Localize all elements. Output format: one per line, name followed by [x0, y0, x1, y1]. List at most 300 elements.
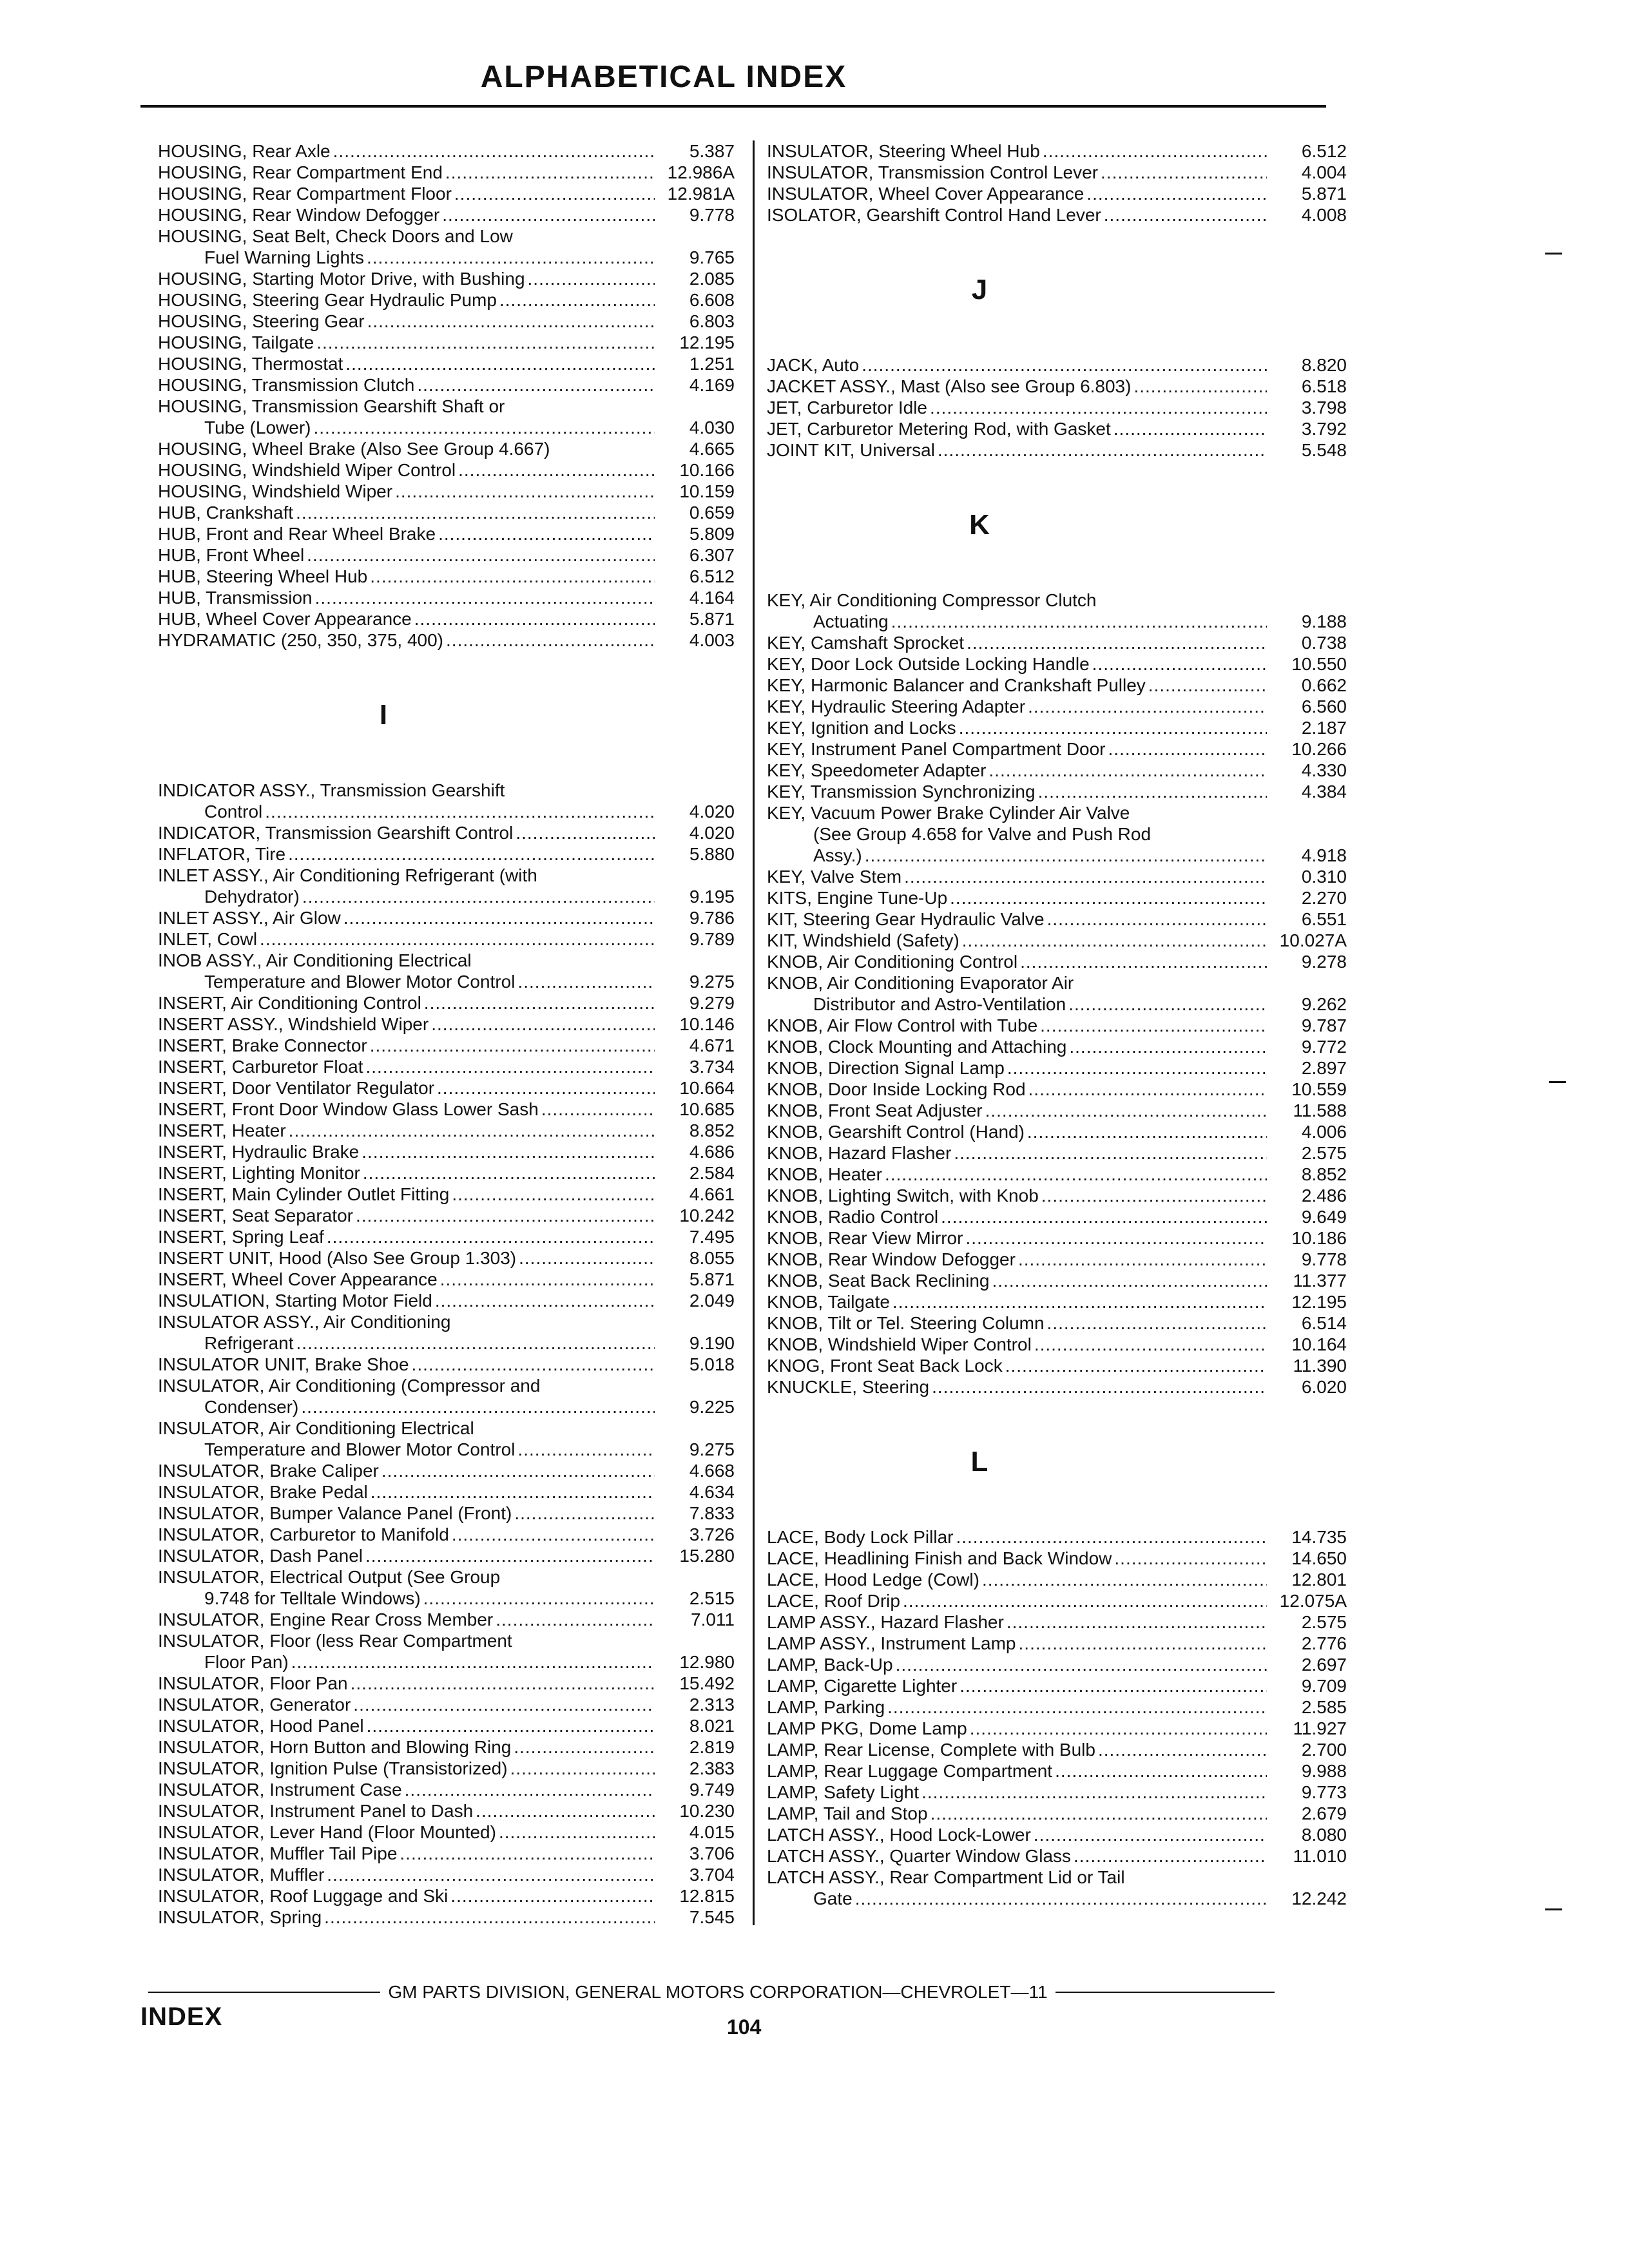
- entry-name: INSERT, Hydraulic Brake: [158, 1142, 360, 1162]
- entry-page-ref: 10.559: [1291, 1079, 1347, 1099]
- entry-page-ref: 4.661: [689, 1184, 735, 1204]
- index-entry: [767, 908, 1347, 930]
- entry-page-ref: 10.146: [679, 1014, 735, 1034]
- index-entry: [158, 1885, 735, 1907]
- dot-leader: [367, 311, 655, 332]
- index-entry: [767, 439, 1347, 461]
- dot-leader: [356, 1205, 655, 1226]
- index-entry: [158, 1375, 735, 1396]
- dot-leader: [499, 289, 655, 311]
- entry-page-ref: 6.518: [1301, 376, 1347, 396]
- dot-leader: [1086, 183, 1267, 204]
- dot-leader: [1047, 908, 1267, 930]
- entry-name: Refrigerant: [204, 1333, 294, 1353]
- index-column-right: [767, 140, 1350, 1909]
- index-entry: [158, 162, 735, 183]
- entry-name: Assy.): [813, 845, 862, 865]
- entry-name: INSULATION, Starting Motor Field: [158, 1291, 432, 1311]
- index-entry: [158, 523, 735, 544]
- entry-page-ref: 12.195: [679, 332, 735, 352]
- entry-page-ref: 12.242: [1291, 1888, 1347, 1908]
- index-entry: [158, 247, 735, 268]
- entry-page-ref: 9.765: [689, 247, 735, 267]
- entry-page-ref: 9.278: [1301, 952, 1347, 972]
- entry-page-ref: 10.664: [679, 1078, 735, 1098]
- entry-page-ref: 2.270: [1301, 888, 1347, 908]
- index-entry: [767, 1355, 1347, 1376]
- index-entry: [158, 1332, 735, 1354]
- entry-page-ref: 9.649: [1301, 1207, 1347, 1227]
- index-entry: [158, 417, 735, 438]
- entry-name: KNOB, Clock Mounting and Attaching: [767, 1037, 1067, 1057]
- entry-name: INSERT, Lighting Monitor: [158, 1163, 360, 1183]
- entry-page-ref: 9.188: [1301, 611, 1347, 631]
- index-entry: [158, 1524, 735, 1545]
- index-entry: [767, 1590, 1347, 1611]
- dot-leader: [959, 1675, 1267, 1696]
- entry-name: INSULATOR, Muffler Tail Pipe: [158, 1843, 398, 1863]
- entry-page-ref: 10.186: [1291, 1228, 1347, 1248]
- entry-page-ref: 10.027A: [1279, 930, 1347, 950]
- entry-page-ref: 6.512: [689, 566, 735, 586]
- index-entry: [158, 1609, 735, 1630]
- dot-leader: [865, 845, 1267, 866]
- entry-page-ref: 4.004: [1301, 162, 1347, 182]
- entry-page-ref: 3.734: [689, 1057, 735, 1077]
- entry-name: KEY, Valve Stem: [767, 867, 902, 887]
- dot-leader: [452, 1524, 655, 1545]
- margin-mark: [1549, 1081, 1566, 1083]
- entry-name: LAMP, Back-Up: [767, 1655, 893, 1675]
- entry-page-ref: 5.880: [689, 844, 735, 864]
- index-entry: [767, 1845, 1347, 1867]
- index-entry: [767, 397, 1347, 418]
- entry-name: LAMP, Cigarette Lighter: [767, 1676, 958, 1696]
- entry-name: KNOB, Direction Signal Lamp: [767, 1058, 1005, 1078]
- entry-name: Condenser): [204, 1397, 299, 1417]
- index-entry: [767, 1079, 1347, 1100]
- entry-page-ref: 2.575: [1301, 1143, 1347, 1163]
- index-entry: [158, 801, 735, 822]
- index-entry: [767, 1782, 1347, 1803]
- dot-leader: [435, 1290, 655, 1311]
- dot-leader: [855, 1888, 1267, 1909]
- entry-name: INSULATOR, Air Conditioning (Compressor and: [158, 1376, 541, 1396]
- entry-name: HOUSING, Transmission Gearshift Shaft or: [158, 396, 505, 416]
- entry-name: HOUSING, Seat Belt, Check Doors and Low: [158, 226, 513, 246]
- index-entry: [158, 1758, 735, 1779]
- dot-leader: [959, 717, 1267, 738]
- index-entry: [158, 481, 735, 502]
- entry-page-ref: 6.608: [689, 290, 735, 310]
- dot-leader: [988, 760, 1267, 781]
- entry-page-ref: 9.195: [689, 887, 735, 907]
- index-entry: [158, 332, 735, 353]
- dot-leader: [1028, 696, 1267, 717]
- entry-name: LAMP PKG, Dome Lamp: [767, 1718, 967, 1738]
- dot-leader: [291, 1651, 655, 1673]
- entry-page-ref: 8.852: [1301, 1164, 1347, 1184]
- index-entry: [767, 1334, 1347, 1355]
- index-entry: [158, 843, 735, 865]
- dot-leader: [405, 1779, 655, 1800]
- dot-leader: [970, 1718, 1267, 1739]
- entry-name: HOUSING, Transmission Clutch: [158, 375, 415, 395]
- index-entry: [767, 162, 1347, 183]
- index-entry: [767, 1164, 1347, 1185]
- entry-page-ref: 4.006: [1301, 1122, 1347, 1142]
- dot-leader: [458, 459, 655, 481]
- entry-name: KNOB, Door Inside Locking Rod: [767, 1079, 1026, 1099]
- entry-page-ref: 9.190: [689, 1333, 735, 1353]
- index-entry: [767, 675, 1347, 696]
- dot-leader: [903, 1590, 1267, 1611]
- dot-leader: [442, 204, 655, 226]
- index-entry: [767, 140, 1347, 162]
- entry-name: INDICATOR, Transmission Gearshift Control: [158, 823, 514, 843]
- index-entry: [158, 1141, 735, 1162]
- index-entry: [158, 608, 735, 629]
- dot-leader: [307, 544, 655, 566]
- dot-leader: [371, 1481, 655, 1503]
- entry-page-ref: 15.492: [679, 1673, 735, 1693]
- index-entry: [767, 951, 1347, 972]
- dot-leader: [954, 1142, 1267, 1164]
- entry-name: Distributor and Astro-Ventilation: [813, 994, 1066, 1014]
- dot-leader: [930, 397, 1267, 418]
- entry-name: KEY, Ignition and Locks: [767, 718, 956, 738]
- index-entry: [158, 1205, 735, 1226]
- entry-name: HOUSING, Steering Gear Hydraulic Pump: [158, 290, 497, 310]
- entry-name: INSERT UNIT, Hood (Also See Group 1.303): [158, 1248, 517, 1268]
- entry-page-ref: 11.377: [1293, 1271, 1347, 1291]
- index-entry: [158, 1290, 735, 1311]
- index-entry: [158, 780, 735, 801]
- dot-leader: [938, 439, 1267, 461]
- entry-page-ref: 0.310: [1301, 867, 1347, 887]
- index-entry: [767, 1270, 1347, 1291]
- index-entry: [158, 950, 735, 971]
- dot-leader: [1113, 418, 1267, 439]
- dot-leader: [431, 1014, 655, 1035]
- dot-leader: [887, 1696, 1267, 1718]
- index-column-left: [158, 140, 741, 1928]
- index-entry: [158, 226, 735, 247]
- index-entry: [158, 1056, 735, 1077]
- dot-leader: [528, 268, 655, 289]
- index-entry: [158, 992, 735, 1014]
- index-entry: [158, 971, 735, 992]
- footer-credit: [0, 1977, 1629, 2003]
- entry-page-ref: 6.803: [689, 311, 735, 331]
- entry-name: INLET ASSY., Air Glow: [158, 908, 341, 928]
- entry-page-ref: 5.018: [689, 1354, 735, 1374]
- dot-leader: [333, 140, 655, 162]
- dot-leader: [950, 887, 1267, 908]
- entry-name: LAMP, Safety Light: [767, 1782, 920, 1802]
- entry-name: INSULATOR, Steering Wheel Hub: [767, 141, 1040, 161]
- dot-leader: [891, 611, 1267, 632]
- entry-page-ref: 4.665: [689, 439, 735, 459]
- index-entry: [767, 1100, 1347, 1121]
- dot-leader: [1104, 204, 1267, 226]
- index-entry: [767, 696, 1347, 717]
- index-entry: [158, 1651, 735, 1673]
- entry-page-ref: 7.545: [689, 1907, 735, 1927]
- index-entry: [158, 1077, 735, 1099]
- entry-name: INSERT, Brake Connector: [158, 1035, 367, 1055]
- entry-name: HOUSING, Windshield Wiper: [158, 481, 393, 501]
- dot-leader: [921, 1782, 1267, 1803]
- entry-name: (See Group 4.658 for Valve and Push Rod: [813, 824, 1152, 844]
- entry-name: KEY, Speedometer Adapter: [767, 760, 987, 780]
- entry-name: KNOB, Seat Back Reclining: [767, 1271, 990, 1291]
- dot-leader: [1007, 1611, 1267, 1633]
- entry-name: INDICATOR ASSY., Transmission Gearshift: [158, 780, 505, 800]
- entry-page-ref: 4.169: [689, 375, 735, 395]
- dot-leader: [1019, 1633, 1267, 1654]
- index-entry: [767, 717, 1347, 738]
- index-entry: [767, 1548, 1347, 1569]
- dot-leader: [1007, 1057, 1267, 1079]
- entry-page-ref: 10.166: [679, 460, 735, 480]
- entry-name: Temperature and Blower Motor Control: [204, 1439, 516, 1459]
- dot-leader: [365, 1545, 655, 1566]
- dot-leader: [956, 1526, 1267, 1548]
- index-entry: [158, 1673, 735, 1694]
- entry-page-ref: 3.706: [689, 1843, 735, 1863]
- entry-name: INSERT, Heater: [158, 1120, 286, 1140]
- dot-leader: [896, 1654, 1267, 1675]
- dot-leader: [302, 886, 655, 907]
- index-entry: [767, 590, 1347, 611]
- entry-name: HOUSING, Tailgate: [158, 332, 314, 352]
- dot-leader: [296, 1332, 655, 1354]
- entry-page-ref: 2.187: [1301, 718, 1347, 738]
- dot-leader: [327, 1226, 655, 1247]
- entry-page-ref: 8.820: [1301, 355, 1347, 375]
- entry-name: KITS, Engine Tune-Up: [767, 888, 948, 908]
- entry-name: HOUSING, Windshield Wiper Control: [158, 460, 456, 480]
- entry-page-ref: 4.003: [689, 630, 735, 650]
- dot-leader: [301, 1396, 655, 1418]
- dot-leader: [930, 1803, 1267, 1824]
- entry-name: KEY, Harmonic Balancer and Crankshaft Pulley: [767, 675, 1146, 695]
- entry-name: HOUSING, Thermostat: [158, 354, 343, 374]
- footer-rule-left: [148, 1992, 380, 1993]
- entry-name: KNOB, Rear View Mirror: [767, 1228, 963, 1248]
- index-entry: [767, 845, 1347, 866]
- entry-name: INSULATOR, Brake Caliper: [158, 1461, 379, 1481]
- entry-page-ref: 9.786: [689, 908, 735, 928]
- dot-leader: [519, 1247, 655, 1269]
- dot-leader: [517, 1439, 655, 1460]
- entry-name: HOUSING, Rear Axle: [158, 141, 331, 161]
- index-entry: [767, 632, 1347, 653]
- entry-page-ref: 9.773: [1301, 1782, 1347, 1802]
- index-entry: [158, 1014, 735, 1035]
- index-entry: [158, 1715, 735, 1736]
- entry-page-ref: 6.307: [689, 545, 735, 565]
- dot-leader: [367, 1715, 655, 1736]
- dot-leader: [423, 1588, 655, 1609]
- entry-name: INSERT, Front Door Window Glass Lower Sash: [158, 1099, 539, 1119]
- entry-name: HUB, Wheel Cover Appearance: [158, 609, 412, 629]
- index-entry: [158, 289, 735, 311]
- entry-name: INSULATOR, Air Conditioning Electrical: [158, 1418, 474, 1438]
- index-entry: [767, 972, 1347, 994]
- index-entry: [158, 459, 735, 481]
- index-entry: [767, 802, 1347, 823]
- entry-page-ref: 9.279: [689, 993, 735, 1013]
- entry-name: Floor Pan): [204, 1652, 289, 1672]
- entry-name: HUB, Front Wheel: [158, 545, 305, 565]
- entry-name: LACE, Hood Ledge (Cowl): [767, 1570, 979, 1590]
- entry-page-ref: 9.275: [689, 1439, 735, 1459]
- entry-page-ref: 4.020: [689, 802, 735, 822]
- entry-page-ref: 12.986A: [667, 162, 735, 182]
- entry-page-ref: 12.801: [1291, 1570, 1347, 1590]
- dot-leader: [510, 1758, 655, 1779]
- entry-page-ref: 11.010: [1293, 1846, 1347, 1866]
- index-entry: [158, 1269, 735, 1290]
- entry-page-ref: 4.668: [689, 1461, 735, 1481]
- entry-name: KNOB, Rear Window Defogger: [767, 1249, 1016, 1269]
- dot-leader: [892, 1291, 1267, 1312]
- entry-name: HOUSING, Rear Compartment End: [158, 162, 443, 182]
- dot-leader: [260, 928, 655, 950]
- index-entry: [158, 438, 735, 459]
- entry-name: LAMP, Parking: [767, 1697, 885, 1717]
- entry-name: KNOB, Air Conditioning Evaporator Air: [767, 973, 1074, 993]
- entry-page-ref: 7.011: [691, 1610, 735, 1629]
- dot-leader: [1148, 675, 1267, 696]
- entry-page-ref: 9.262: [1301, 994, 1347, 1014]
- entry-name: HOUSING, Rear Window Defogger: [158, 205, 440, 225]
- entry-name: HOUSING, Steering Gear: [158, 311, 365, 331]
- index-entry: [158, 1099, 735, 1120]
- entry-name: LACE, Roof Drip: [767, 1591, 900, 1611]
- entry-page-ref: 3.792: [1301, 419, 1347, 439]
- index-entry: [158, 822, 735, 843]
- entry-name: INSERT, Seat Separator: [158, 1206, 353, 1225]
- index-entry: [767, 1291, 1347, 1312]
- index-entry: [767, 994, 1347, 1015]
- entry-page-ref: 15.280: [679, 1546, 735, 1566]
- dot-leader: [370, 566, 655, 587]
- entry-name: INSULATOR, Roof Luggage and Ski: [158, 1886, 448, 1906]
- entry-name: INSULATOR, Lever Hand (Floor Mounted): [158, 1822, 496, 1842]
- index-entry: [767, 1611, 1347, 1633]
- entry-page-ref: 9.787: [1301, 1015, 1347, 1035]
- entry-name: JET, Carburetor Metering Rod, with Gasket: [767, 419, 1111, 439]
- index-entry: [158, 1630, 735, 1651]
- entry-name: KEY, Door Lock Outside Locking Handle: [767, 654, 1090, 674]
- column-divider: [753, 140, 755, 1925]
- index-entry: [158, 1418, 735, 1439]
- entry-page-ref: 2.700: [1301, 1740, 1347, 1760]
- dot-leader: [992, 1270, 1268, 1291]
- entry-page-ref: 14.735: [1291, 1527, 1347, 1547]
- index-entry: [158, 268, 735, 289]
- index-entry: [767, 1824, 1347, 1845]
- entry-name: INSULATOR, Instrument Case: [158, 1780, 402, 1800]
- index-entry: [767, 1867, 1347, 1888]
- entry-name: KNOB, Gearshift Control (Hand): [767, 1122, 1025, 1142]
- entry-name: KNOB, Tilt or Tel. Steering Column: [767, 1313, 1045, 1333]
- entry-name: ISOLATOR, Gearshift Control Hand Lever: [767, 205, 1101, 225]
- entry-page-ref: 2.776: [1301, 1633, 1347, 1653]
- entry-name: 9.748 for Telltale Windows): [204, 1588, 421, 1608]
- dot-leader: [366, 1056, 655, 1077]
- entry-name: LAMP, Rear Luggage Compartment: [767, 1761, 1053, 1781]
- dot-leader: [1005, 1355, 1267, 1376]
- entry-page-ref: 9.778: [689, 205, 735, 225]
- entry-name: INSULATOR, Hood Panel: [158, 1716, 364, 1736]
- dot-leader: [499, 1821, 655, 1843]
- dot-leader: [982, 1569, 1267, 1590]
- entry-page-ref: 4.671: [689, 1035, 735, 1055]
- index-entry: [767, 1633, 1347, 1654]
- entry-name: LAMP ASSY., Hazard Flasher: [767, 1612, 1004, 1632]
- entry-page-ref: 8.080: [1301, 1825, 1347, 1845]
- entry-name: INSULATOR, Wheel Cover Appearance: [767, 184, 1084, 204]
- entry-name: INSULATOR, Generator: [158, 1695, 351, 1715]
- entry-page-ref: 4.015: [689, 1822, 735, 1842]
- dot-leader: [1020, 951, 1267, 972]
- dot-leader: [437, 1077, 655, 1099]
- dot-leader: [400, 1843, 655, 1864]
- index-entry: [767, 866, 1347, 887]
- dot-leader: [440, 1269, 655, 1290]
- index-entry: [158, 353, 735, 374]
- dot-leader: [351, 1673, 655, 1694]
- entry-name: JOINT KIT, Universal: [767, 440, 935, 460]
- entry-name: HOUSING, Rear Compartment Floor: [158, 184, 452, 204]
- entry-name: INSULATOR, Carburetor to Manifold: [158, 1524, 449, 1544]
- dot-leader: [1092, 653, 1267, 675]
- index-entry: [767, 1121, 1347, 1142]
- dot-leader: [1038, 781, 1267, 802]
- dot-leader: [367, 247, 655, 268]
- entry-page-ref: 12.195: [1291, 1292, 1347, 1312]
- index-entry: [158, 204, 735, 226]
- dot-leader: [1133, 376, 1267, 397]
- entry-name: KIT, Steering Gear Hydraulic Valve: [767, 909, 1045, 929]
- entry-name: LATCH ASSY., Hood Lock-Lower: [767, 1825, 1031, 1845]
- dot-leader: [1114, 1548, 1267, 1569]
- dot-leader: [1101, 162, 1267, 183]
- entry-page-ref: 4.918: [1301, 845, 1347, 865]
- dot-leader: [1108, 738, 1267, 760]
- dot-leader: [316, 332, 655, 353]
- index-entry: [767, 1015, 1347, 1036]
- index-entry: [158, 140, 735, 162]
- dot-leader: [361, 1141, 655, 1162]
- dot-leader: [315, 587, 655, 608]
- index-entry: [767, 354, 1347, 376]
- footer-rule-right: [1055, 1992, 1275, 1993]
- dot-leader: [1055, 1760, 1267, 1782]
- entry-name: KEY, Instrument Panel Compartment Door: [767, 739, 1106, 759]
- entry-page-ref: 8.852: [689, 1120, 735, 1140]
- dot-leader: [327, 1864, 655, 1885]
- entry-name: INLET ASSY., Air Conditioning Refrigerant (with: [158, 865, 537, 885]
- index-entry: [158, 1311, 735, 1332]
- entry-name: INSERT, Carburetor Float: [158, 1057, 363, 1077]
- entry-name: INLET, Cowl: [158, 929, 258, 949]
- entry-name: KNUCKLE, Steering: [767, 1377, 930, 1397]
